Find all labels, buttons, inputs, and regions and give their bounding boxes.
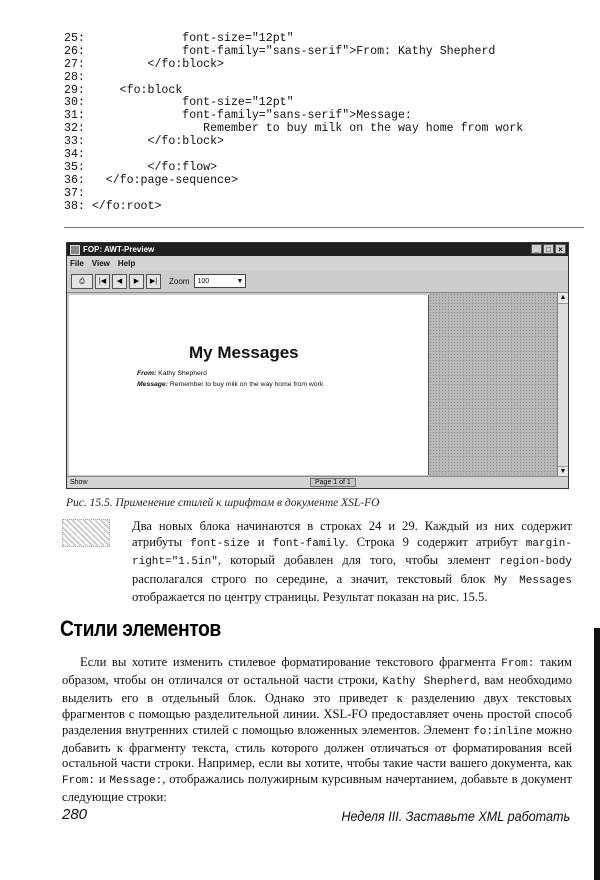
- code-text: fo:inline: [473, 725, 533, 738]
- text: можно добавить к фрагменту текста, стиль которого должен отличаться от форматирования всей остальной части строки. Например, если вы хотите, чтобы такие части вашего документа, как: [62, 722, 572, 771]
- scroll-down-icon[interactable]: ▼: [558, 466, 568, 478]
- section-heading: Стили элементов: [60, 616, 221, 641]
- code-text: From:: [501, 658, 535, 670]
- menu-file[interactable]: File: [70, 258, 84, 268]
- code-line: 29: <fo:block: [64, 83, 183, 97]
- from-label: From:: [137, 370, 157, 377]
- code-line: 38: </fo:root>: [64, 199, 162, 213]
- code-text: margin-right="1.5in": [132, 538, 572, 569]
- menu-view[interactable]: View: [91, 258, 110, 268]
- text: , отображались полужирным курсивным начертанием, добавьте в документ следующие строки:: [62, 772, 572, 805]
- previous-page-icon[interactable]: ◀: [112, 274, 127, 289]
- code-line: 35: </fo:flow>: [64, 160, 218, 174]
- text: и: [95, 772, 110, 787]
- code-line: 34:: [64, 148, 85, 162]
- code-line: 32: Remember to buy milk on the way home from work: [64, 122, 524, 136]
- text: таким образом, чтобы он отличался от остальной части строки,: [62, 655, 572, 687]
- code-line: 37:: [64, 186, 85, 200]
- code-text: region-body: [499, 556, 572, 569]
- vertical-scrollbar[interactable]: [557, 293, 568, 478]
- body-paragraph: [62, 655, 572, 806]
- text: располагался строго по середине, а значит, текстовый блок: [132, 571, 494, 586]
- message-value: Remember to buy milk on the way home from work: [169, 381, 324, 388]
- code-line: 31: font-family="sans-serif">Message:: [64, 109, 412, 123]
- window-title: FOP: AWT-Preview: [83, 245, 155, 254]
- text: и: [249, 535, 273, 550]
- code-line: 36: </fo:page-sequence>: [64, 173, 238, 187]
- next-page-icon[interactable]: ▶: [129, 274, 144, 289]
- text: Два новых блока начинаются в строках 24 и 29. Каждый из них содержит атрибуты: [132, 519, 572, 550]
- code-text: My Messages: [493, 574, 572, 587]
- zoom-value: 100: [197, 277, 210, 285]
- close-icon[interactable]: ×: [555, 244, 566, 254]
- chevron-down-icon: ▼: [236, 277, 244, 285]
- text: . Строка 9 содержит атрибут: [345, 535, 526, 550]
- scroll-up-icon[interactable]: ▲: [558, 293, 568, 304]
- code-line: 33: </fo:block>: [64, 135, 225, 149]
- window-controls: [531, 244, 566, 254]
- code-text: From:: [62, 775, 96, 788]
- code-text: font-family: [272, 538, 346, 551]
- app-icon: [70, 245, 80, 255]
- message-line: [137, 381, 323, 388]
- print-icon[interactable]: ⎙: [71, 274, 93, 289]
- fop-preview-window: [66, 242, 569, 489]
- code-line: 27: </fo:block>: [64, 57, 225, 71]
- message-label: Message:: [137, 381, 168, 388]
- last-page-icon[interactable]: ▶|: [146, 274, 161, 289]
- code-text: Kathy Shepherd: [382, 675, 477, 688]
- zoom-label: Zoom: [169, 276, 190, 286]
- status-show: Show: [70, 479, 88, 486]
- body-paragraph: [132, 518, 572, 605]
- first-page-icon[interactable]: |◀: [95, 274, 110, 289]
- page-edge-bar: [594, 628, 600, 880]
- page-number: 280: [62, 806, 88, 823]
- text: , который добавлен для того, чтобы элемент: [217, 553, 500, 568]
- running-footer: Неделя III. Заставьте XML работать: [341, 808, 570, 824]
- minimize-icon[interactable]: _: [531, 244, 542, 254]
- code-text: Message:: [109, 775, 163, 788]
- toolbar: [67, 270, 568, 293]
- page-heading: My Messages: [189, 343, 299, 362]
- code-line: 28:: [64, 70, 85, 84]
- code-listing: [64, 33, 584, 213]
- note-icon: [62, 519, 110, 547]
- page-indicator: Page 1 of 1: [310, 478, 356, 487]
- maximize-icon[interactable]: □: [543, 244, 554, 254]
- window-titlebar[interactable]: [67, 243, 568, 256]
- code-line: 25: font-size="12pt": [64, 32, 294, 45]
- text: отображается по центру страницы. Результат показан на рис. 15.5.: [132, 589, 488, 604]
- code-line: 26: font-family="sans-serif">From: Kathy Shepherd: [64, 44, 496, 58]
- figure-caption: Рис. 15.5. Применение стилей к шрифтам в документе XSL-FO: [66, 497, 380, 509]
- from-value: Kathy Shepherd: [158, 370, 207, 377]
- code-divider: [64, 227, 584, 228]
- preview-area: [67, 293, 568, 478]
- text: , вам необходимо выделить его в отдельный блок. Однако это приведет к разделению двух текстовых фрагментов с помощью разделительной линии. XSL-FO предоставляет очень простой способ разделения внутренних стилей с помощью вложенных элементов. Элемент: [62, 672, 572, 737]
- page-background: [429, 293, 557, 478]
- zoom-select[interactable]: [194, 274, 246, 288]
- code-line: 30: font-size="12pt": [64, 96, 294, 110]
- rendered-page: [69, 295, 429, 475]
- status-bar: [67, 476, 568, 488]
- menu-bar: [67, 256, 568, 270]
- text: Если вы хотите изменить стилевое форматирование текстового фрагмента: [80, 655, 502, 669]
- from-line: [137, 370, 207, 377]
- menu-help[interactable]: Help: [117, 258, 136, 268]
- code-text: font-size: [190, 538, 250, 551]
